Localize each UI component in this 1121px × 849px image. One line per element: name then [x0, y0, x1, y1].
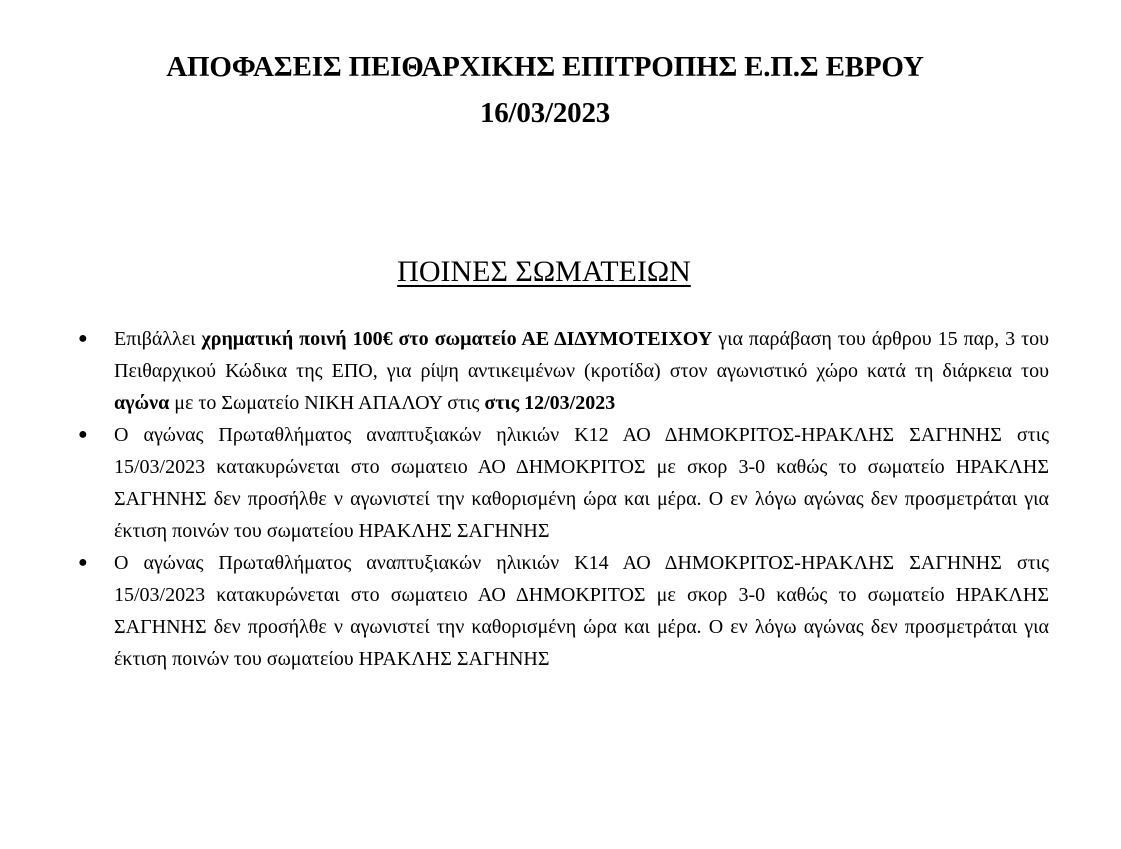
bullet-icon: ●: [78, 330, 88, 347]
item-text: Επιβάλλει: [114, 328, 202, 350]
item-text: για παράβαση του άρθρου 15 παρ, 3 του Πειθαρχικού Κώδικα της ΕΠΟ, για ρίψη αντικειμένων (κροτίδα) στον αγωνιστικό χώρο κατά τη διάρκεια του: [114, 328, 1050, 382]
item-text-bold: χρηματική ποινή 100€ στο σωματείο ΑΕ ΔΙΔΥΜΟΤΕΙΧΟΥ: [201, 328, 713, 350]
section-heading: ΠΟΙΝΕΣ ΣΩΜΑΤΕΙΩΝ: [397, 255, 691, 288]
item-text: Ο αγώνας Πρωταθλήματος αναπτυξιακών ηλικιών Κ14 ΑΟ ΔΗΜΟΚΡΙΤΟΣ-ΗΡΑΚΛΗΣ ΣΑΓΗΝΗΣ στις 15/03/2023 κατακυρώνεται στο σωματειο ΑΟ ΔΗΜΟΚΡΙΤΟΣ με σκορ 3-0 καθώς το σωματείο ΗΡΑΚΛΗΣ ΣΑΓΗΝΗΣ δεν προσήλθε ν αγωνιστεί την καθορισμένη ώρα και μέρα. Ο εν λόγω αγώνας δεν προσμετράται για έκτιση ποινών του σωματείου ΗΡΑΚΛΗΣ ΣΑΓΗΝΗΣ: [114, 552, 1049, 670]
item-text-bold: αγώνα: [114, 392, 170, 414]
item-text: με το Σωματείο ΝΙΚΗ ΑΠΑΛΟΥ στις: [169, 392, 485, 414]
document-title: [0, 44, 1090, 136]
document-title-line: ΑΠΟΦΑΣΕΙΣ ΠΕΙΘΑΡΧΙΚΗΣ ΕΠΙΤΡΟΠΗΣ Ε.Π.Σ ΕΒΡΟΥ: [166, 51, 924, 83]
document-date: 16/03/2023: [479, 97, 611, 129]
list-item: [78, 323, 1050, 419]
bullet-icon: ●: [78, 554, 88, 571]
list-item: [78, 547, 1049, 675]
item-text-bold: στις 12/03/2023: [484, 392, 616, 414]
bullet-icon: ●: [78, 426, 88, 443]
penalty-list: [78, 323, 1050, 675]
list-item: [78, 419, 1049, 547]
item-text: Ο αγώνας Πρωταθλήματος αναπτυξιακών ηλικιών Κ12 ΑΟ ΔΗΜΟΚΡΙΤΟΣ-ΗΡΑΚΛΗΣ ΣΑΓΗΝΗΣ στις 15/03/2023 κατακυρώνεται στο σωματειο ΑΟ ΔΗΜΟΚΡΙΤΟΣ με σκορ 3-0 καθώς το σωματείο ΗΡΑΚΛΗΣ ΣΑΓΗΝΗΣ δεν προσήλθε ν αγωνιστεί την καθορισμένη ώρα και μέρα. Ο εν λόγω αγώνας δεν προσμετράται για έκτιση ποινών του σωματείου ΗΡΑΚΛΗΣ ΣΑΓΗΝΗΣ: [114, 424, 1049, 542]
